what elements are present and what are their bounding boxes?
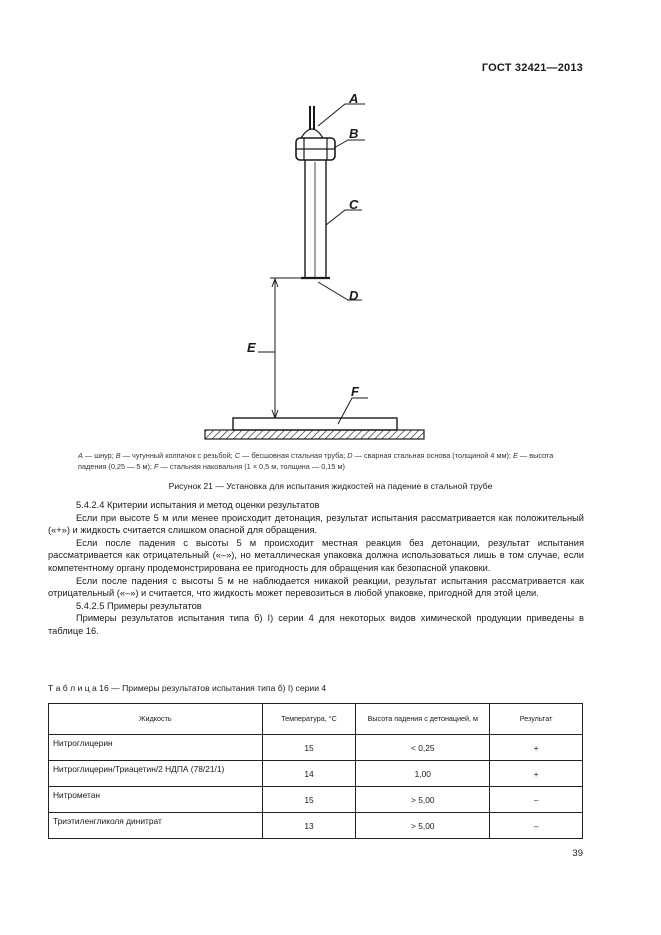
cell-drop-height: > 5,00 — [356, 813, 490, 839]
cell-result: – — [490, 813, 583, 839]
cell-liquid: Триэтиленгликоля динитрат — [49, 813, 263, 839]
page-number: 39 — [572, 848, 583, 859]
cell-temperature: 15 — [262, 787, 356, 813]
cell-liquid: Нитроглицерин — [49, 735, 263, 761]
column-header-result: Результат — [490, 704, 583, 735]
cell-result: – — [490, 787, 583, 813]
cell-liquid: Нитроглицерин/Триацетин/2 НДПА (78/21/1) — [49, 761, 263, 787]
column-header-liquid: Жидкость — [49, 704, 263, 735]
cell-drop-height: > 5,00 — [356, 787, 490, 813]
drop-test-apparatus-figure — [0, 0, 661, 450]
label-c: C — [349, 197, 359, 212]
section-heading-5-4-2-5: 5.4.2.5 Примеры результатов — [76, 600, 202, 611]
cell-result: + — [490, 735, 583, 761]
table-row — [49, 813, 583, 839]
label-a: A — [349, 91, 359, 106]
cell-result: + — [490, 761, 583, 787]
table-title: Т а б л и ц а 16 — Примеры результатов испытания типа б) I) серии 4 — [48, 683, 327, 693]
cell-drop-height: < 0,25 — [356, 735, 490, 761]
figure-legend: A — шнур; B — чугунный колпачок с резьбой; C — бесшовная стальная труба; D — сварная стальная основа (толщиной 4 мм); E — высота падения (0,25 — 5 м); F — стальная наковальня (1 × 0,5 м, толщина — 0,15 м) — [78, 451, 554, 471]
cell-temperature: 13 — [262, 813, 356, 839]
column-header-temperature: Температура, °С — [262, 704, 356, 735]
results-table — [48, 703, 583, 839]
section-heading-5-4-2-4: 5.4.2.4 Критерии испытания и метод оценки результатов — [76, 500, 320, 510]
paragraph: Если после падения с высоты 5 м происходит местная реакция без детонации, результат испытания рассматривается как отрицательный («–»), но металлическая упаковка должна использоваться лишь в том случае, если компетентному органу продемонстрирована ее пригодность для обращения как безопасной упаковки. — [48, 537, 584, 573]
cell-temperature: 14 — [262, 761, 356, 787]
steel-anvil — [233, 418, 397, 430]
document-code: ГОСТ 32421—2013 — [481, 62, 583, 74]
ground-hatching — [205, 430, 424, 439]
figure-caption: Рисунок 21 — Установка для испытания жидкостей на падение в стальной трубе — [168, 481, 493, 491]
column-header-drop-height: Высота падения с детонацией, м — [356, 704, 490, 735]
paragraph: Если после падения с высоты 5 м не наблюдается никакой реакции, результат испытания рассматривается как отрицательный («–») и считается, что жидкость может перевозиться в любой упаковке, пригодной для этой цели. — [48, 575, 584, 599]
paragraph: Примеры результатов испытания типа б) I) серии 4 для некоторых видов химической продукции приведены в таблице 16. — [48, 613, 584, 636]
label-b: B — [349, 126, 359, 141]
table-row — [49, 787, 583, 813]
cell-drop-height: 1,00 — [356, 761, 490, 787]
paragraph: Если при высоте 5 м или менее происходит детонация, результат испытания рассматривается как положительный («+») и жидкость считается слишком опасной для обращения. — [48, 512, 584, 536]
table-header-row — [49, 704, 583, 735]
cell-temperature: 15 — [262, 735, 356, 761]
table-row — [49, 735, 583, 761]
table-row — [49, 761, 583, 787]
label-f: F — [351, 384, 359, 399]
cell-liquid: Нитрометан — [49, 787, 263, 813]
label-d: D — [349, 288, 359, 303]
body-text — [48, 499, 584, 638]
label-e: E — [247, 340, 256, 355]
